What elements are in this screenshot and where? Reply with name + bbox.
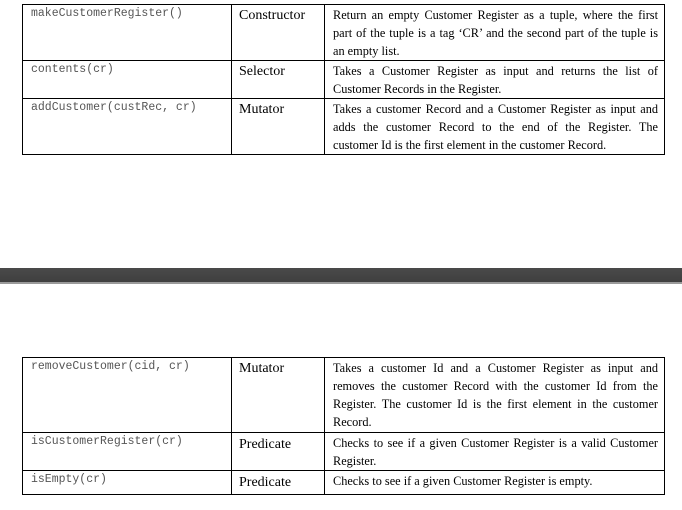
operation-cell bbox=[23, 61, 232, 99]
operation-cell bbox=[23, 358, 232, 433]
operation-signature: contents(cr) bbox=[31, 63, 114, 76]
kind-cell bbox=[232, 99, 325, 155]
description-cell bbox=[325, 5, 665, 61]
operation-description: Takes a customer Record and a Customer Register as input and adds the customer Record to the end of the Register. The customer Id is the first element in the customer Record. bbox=[333, 102, 658, 152]
kind-cell bbox=[232, 61, 325, 99]
description-cell bbox=[325, 61, 665, 99]
operation-kind: Mutator bbox=[239, 361, 285, 376]
description-cell bbox=[325, 433, 665, 471]
operation-kind: Predicate bbox=[239, 437, 292, 452]
kind-cell bbox=[232, 358, 325, 433]
table-row bbox=[23, 433, 665, 471]
operation-description: Takes a customer Id and a Customer Register as input and removes the customer Record with the customer Id from the Register. The customer Id is the first element in the customer Record. bbox=[333, 361, 658, 429]
operation-description: Takes a Customer Register as input and returns the list of Customer Records in the Register. bbox=[333, 64, 658, 96]
page-break-shadow bbox=[0, 282, 682, 284]
operation-cell bbox=[23, 99, 232, 155]
operation-description: Checks to see if a given Customer Register is empty. bbox=[333, 474, 593, 488]
operation-signature: isEmpty(cr) bbox=[31, 473, 107, 486]
table-row bbox=[23, 61, 665, 99]
operation-signature: makeCustomerRegister() bbox=[31, 7, 183, 20]
operation-kind: Mutator bbox=[239, 102, 285, 117]
table-row bbox=[23, 5, 665, 61]
operation-cell bbox=[23, 433, 232, 471]
adt-table-top bbox=[22, 4, 665, 155]
operation-signature: addCustomer(custRec, cr) bbox=[31, 101, 197, 114]
adt-table-bottom bbox=[22, 357, 665, 495]
operation-cell bbox=[23, 471, 232, 495]
table-row bbox=[23, 471, 665, 495]
description-cell bbox=[325, 358, 665, 433]
description-cell bbox=[325, 99, 665, 155]
table-row bbox=[23, 99, 665, 155]
table-row bbox=[23, 358, 665, 433]
operation-kind: Selector bbox=[239, 64, 285, 79]
operation-description: Checks to see if a given Customer Register is a valid Customer Register. bbox=[333, 436, 658, 468]
description-cell bbox=[325, 471, 665, 495]
operation-kind: Constructor bbox=[239, 8, 306, 23]
page-break-bar bbox=[0, 268, 682, 282]
operation-signature: isCustomerRegister(cr) bbox=[31, 435, 183, 448]
operation-cell bbox=[23, 5, 232, 61]
kind-cell bbox=[232, 5, 325, 61]
kind-cell bbox=[232, 433, 325, 471]
operation-kind: Predicate bbox=[239, 475, 292, 490]
kind-cell bbox=[232, 471, 325, 495]
operation-signature: removeCustomer(cid, cr) bbox=[31, 360, 190, 373]
operation-description: Return an empty Customer Register as a tuple, where the first part of the tuple is a tag ‘CR’ and the second part of the tuple is an empty list. bbox=[333, 8, 658, 58]
